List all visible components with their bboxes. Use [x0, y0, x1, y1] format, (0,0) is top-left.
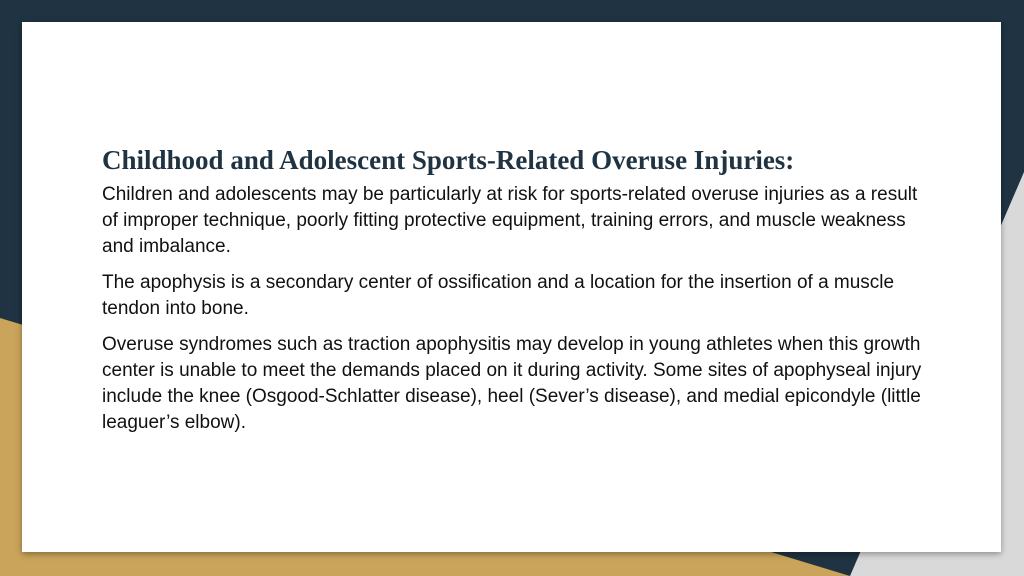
slide-title: Childhood and Adolescent Sports-Related Overuse Injuries: [102, 145, 795, 175]
paragraph-apophysis: The apophysis is a secondary center of ossification and a location for the insertion of a muscle tendon into bone. [102, 272, 895, 320]
paragraph-risk-factors: Children and adolescents may be particularly at risk for sports-related overuse injuries as a result of improper technique, poorly fitting protective equipment, training errors, and muscle weakness and imbalance. [102, 184, 918, 258]
slide-content [102, 144, 932, 446]
paragraph-overuse-syndromes: Overuse syndromes such as traction apophysitis may develop in young athletes when this growth center is unable to meet the demands placed on it during activity. Some sites of apophyseal injury include the knee (Osgood-Schlatter disease), heel (Sever’s disease), and medial epicondyle (little leaguer’s elbow). [102, 334, 922, 434]
slide-card [22, 22, 1001, 552]
